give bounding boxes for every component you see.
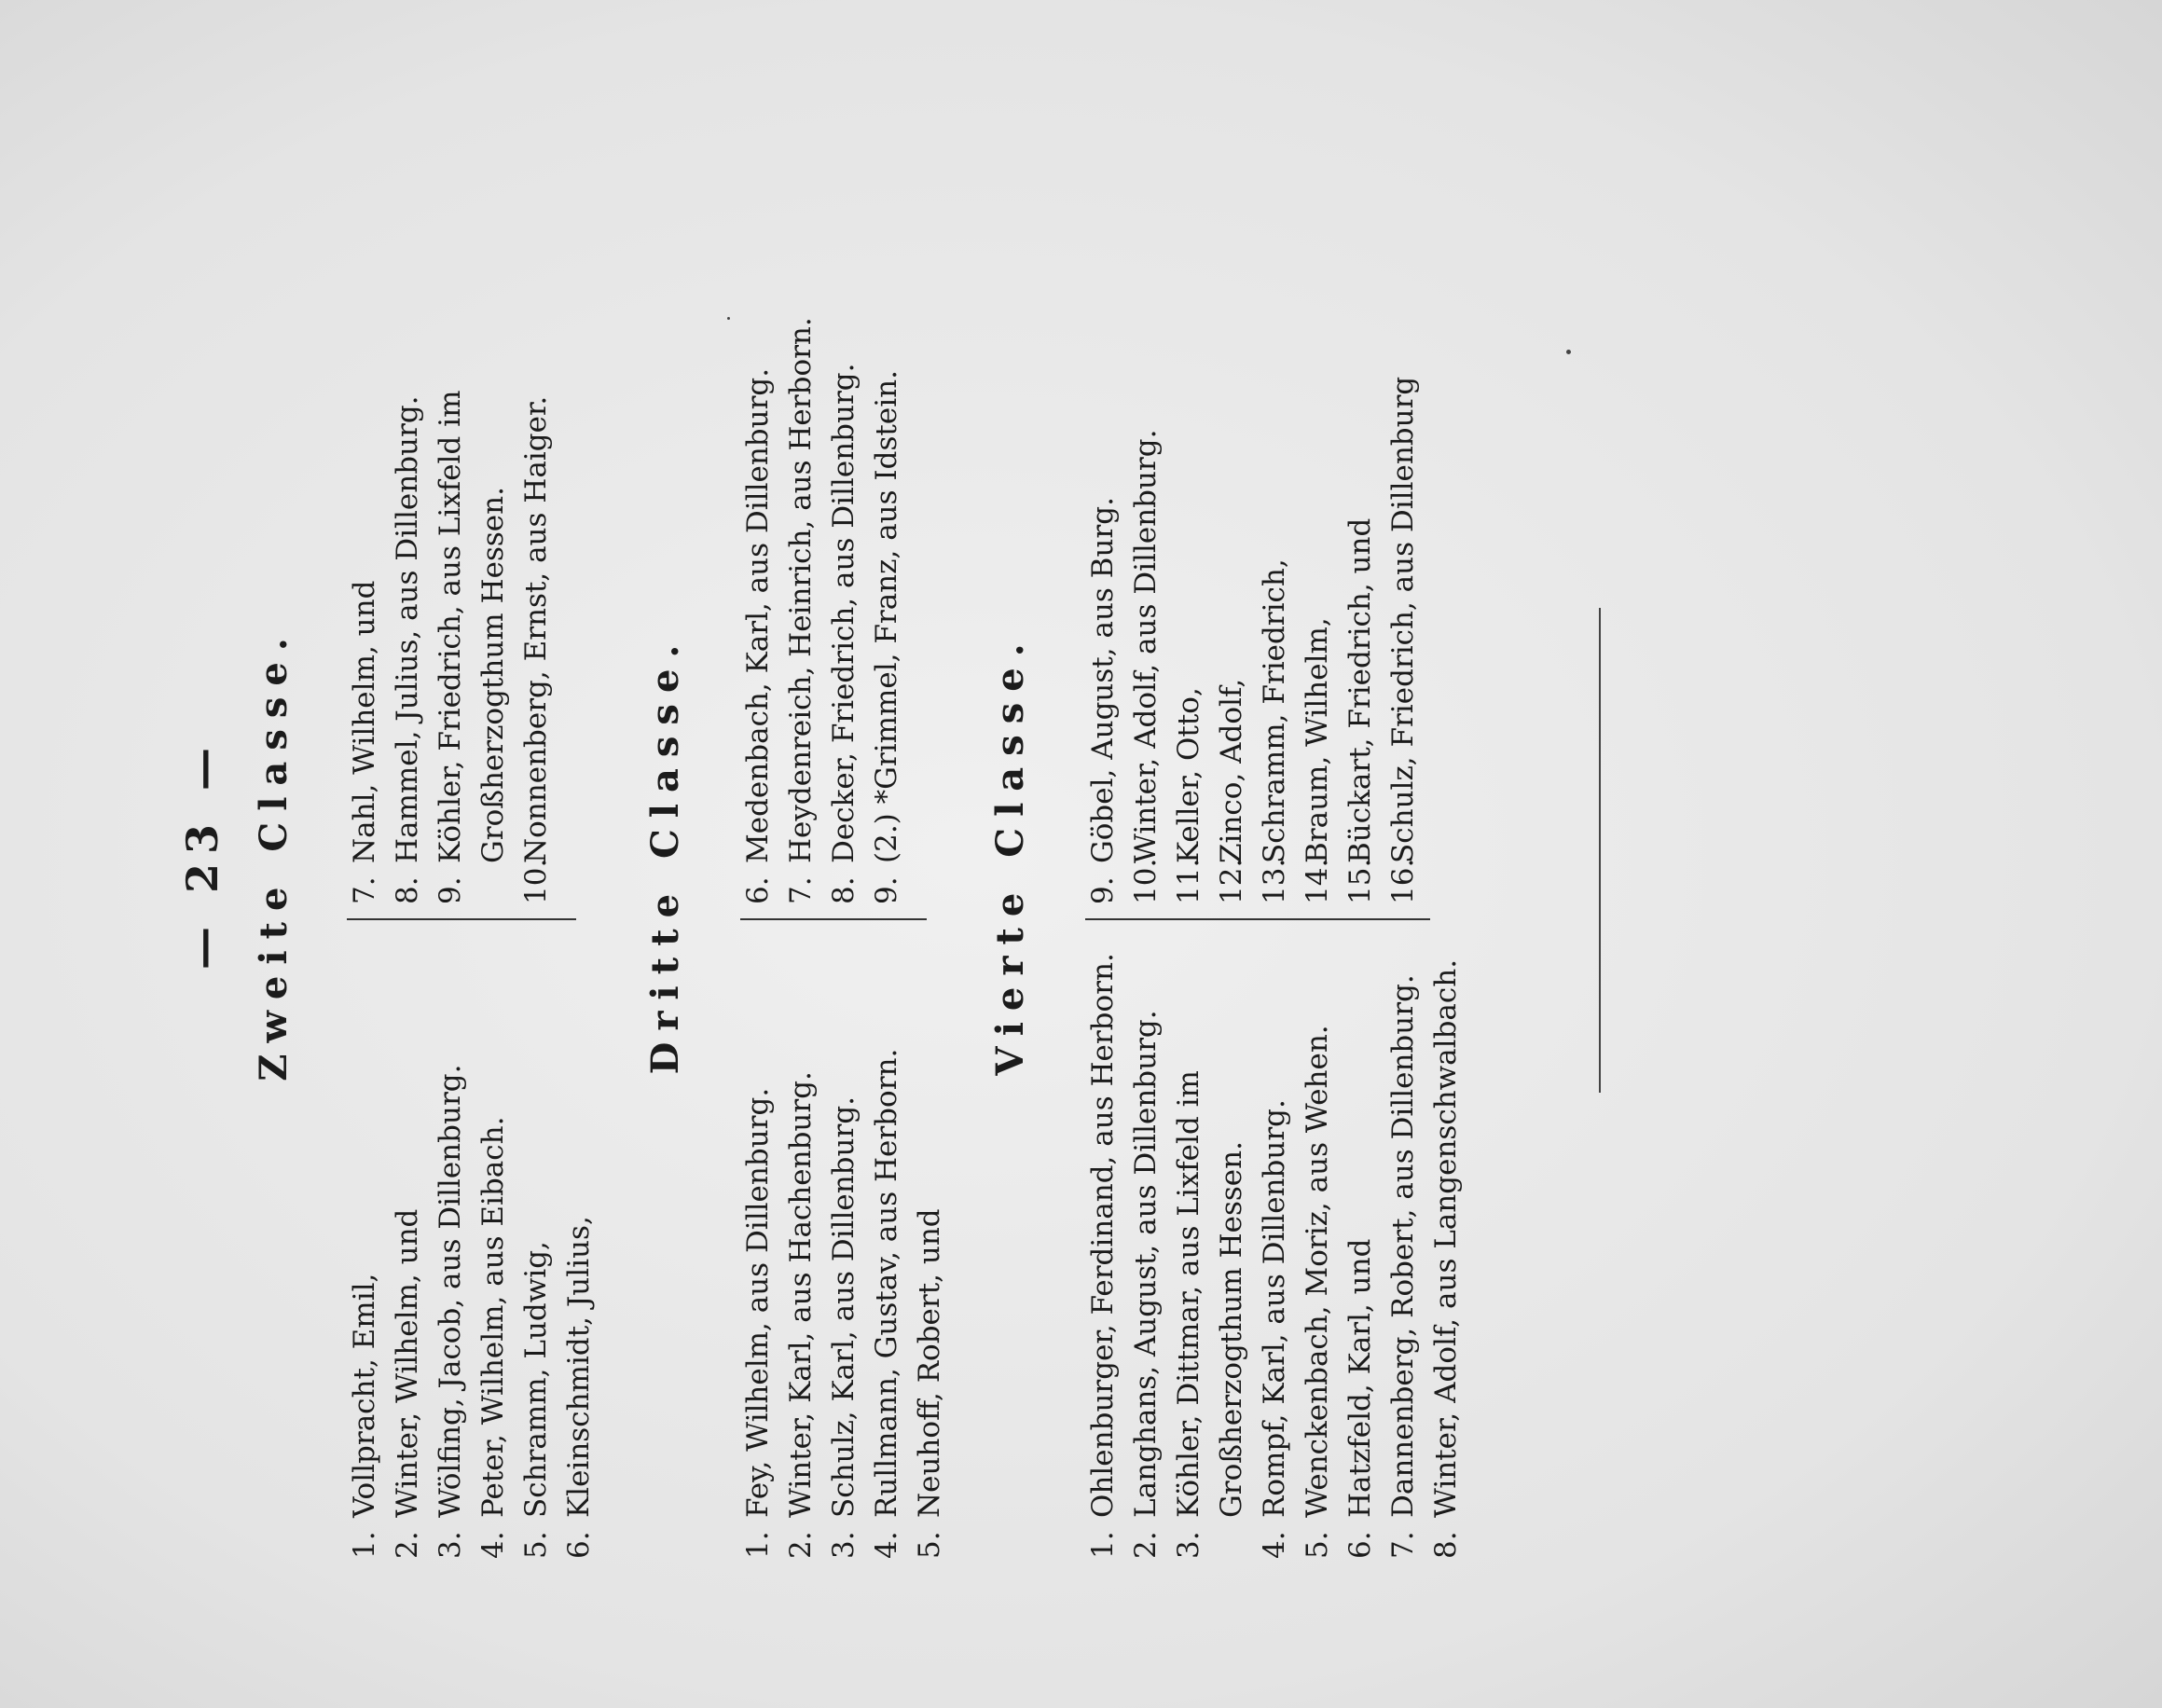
closing-rule: [1599, 608, 1601, 1093]
list-item: 1.Vollpracht, Emil,: [348, 1273, 381, 1559]
list-item: 13.Schramm, Friedrich,: [1258, 558, 1291, 904]
column-divider: [1085, 918, 1430, 920]
vierte-left-column: [1081, 953, 1467, 1559]
list-item: 10.Nonnenberg, Ernst, aus Haiger.: [519, 395, 553, 904]
column-divider: [740, 918, 927, 920]
list-item: 2.Winter, Wilhelm, und: [391, 1208, 424, 1559]
dritte-right-column: [737, 317, 908, 904]
list-item: 14.Braum, Wilhelm,: [1301, 617, 1334, 904]
list-item: 4.Rompf, Karl, aus Dillenburg.: [1258, 1099, 1291, 1559]
list-item: 8.Decker, Friedrich, aus Dillenburg.: [827, 363, 861, 904]
column-divider: [347, 918, 576, 920]
scan-speck: [727, 317, 730, 320]
list-item: 15.Bückart, Friedrich, und: [1343, 517, 1377, 904]
dritte-left-column: [737, 1049, 951, 1559]
list-item: 11.Keller, Otto,: [1172, 687, 1205, 904]
section-heading-dritte: Dritte Classe.: [643, 633, 687, 1075]
list-item: 6.Kleinschmidt, Julius,: [562, 1216, 596, 1559]
list-item: 1.Ohlenburger, Ferdinand, aus Herborn.: [1086, 953, 1120, 1559]
list-item: 1.Fey, Wilhelm, aus Dillenburg.: [741, 1087, 775, 1559]
vierte-right-column: [1081, 377, 1425, 904]
list-item: 6.Medenbach, Karl, aus Dillenburg.: [741, 367, 775, 904]
list-item: 10.Winter, Adolf, aus Dillenburg.: [1129, 429, 1163, 904]
list-item: 2.Langhans, August, aus Dillenburg.: [1129, 1010, 1163, 1559]
list-item: 3.Wölfing, Jacob, aus Dillenburg.: [434, 1064, 467, 1559]
list-item: 3.Schulz, Karl, aus Dillenburg.: [827, 1095, 861, 1559]
list-item: 5.Neuhoff, Robert, und: [913, 1208, 946, 1559]
list-item: 7.Dannenberg, Robert, aus Dillenburg.: [1386, 974, 1420, 1559]
list-item: 8.Hammel, Julius, aus Dillenburg.: [391, 395, 424, 904]
list-item: 8.Winter, Adolf, aus Langenschwalbach.: [1429, 958, 1463, 1559]
list-item: 5.Wenckenbach, Moriz, aus Wehen.: [1301, 1025, 1334, 1559]
list-item: 4.Rullmann, Gustav, aus Herborn.: [870, 1048, 903, 1559]
zweite-right-column: [343, 391, 558, 904]
scan-speck: [1566, 350, 1571, 354]
list-item: 9.Köhler, Friedrich, aus Lixfeld im: [434, 390, 467, 904]
list-item: 7.Nahl, Wilhelm, und: [348, 580, 381, 904]
list-item: 9.Göbel, August, aus Burg.: [1086, 497, 1120, 904]
section-heading-vierte: Vierte Classe.: [988, 632, 1032, 1076]
list-item: 5.Schramm, Ludwig,: [519, 1241, 553, 1559]
zweite-left-column: [343, 1065, 600, 1559]
list-item: 7.Heydenreich, Heinrich, aus Herborn.: [784, 317, 818, 904]
section-heading-zweite: Zweite Classe.: [252, 627, 296, 1081]
list-item: 4.Peter, Wilhelm, aus Eibach.: [476, 1116, 510, 1559]
list-item: Großherzogthum Hessen.: [476, 487, 510, 863]
list-item: 9.(2.) *Grimmel, Franz, aus Idstein.: [870, 370, 903, 904]
page-number: — 23 —: [177, 737, 227, 971]
list-item: Großherzogthum Hessen.: [1215, 1141, 1248, 1518]
list-item: 12.Zinco, Adolf,: [1215, 678, 1248, 904]
list-item: 6.Hatzfeld, Karl, und: [1343, 1238, 1377, 1559]
list-item: 2.Winter, Karl, aus Hachenburg.: [784, 1071, 818, 1559]
list-item: 3.Köhler, Dittmar, aus Lixfeld im: [1172, 1070, 1205, 1559]
list-item: 16.Schulz, Friedrich, aus Dillenburg: [1386, 376, 1420, 904]
